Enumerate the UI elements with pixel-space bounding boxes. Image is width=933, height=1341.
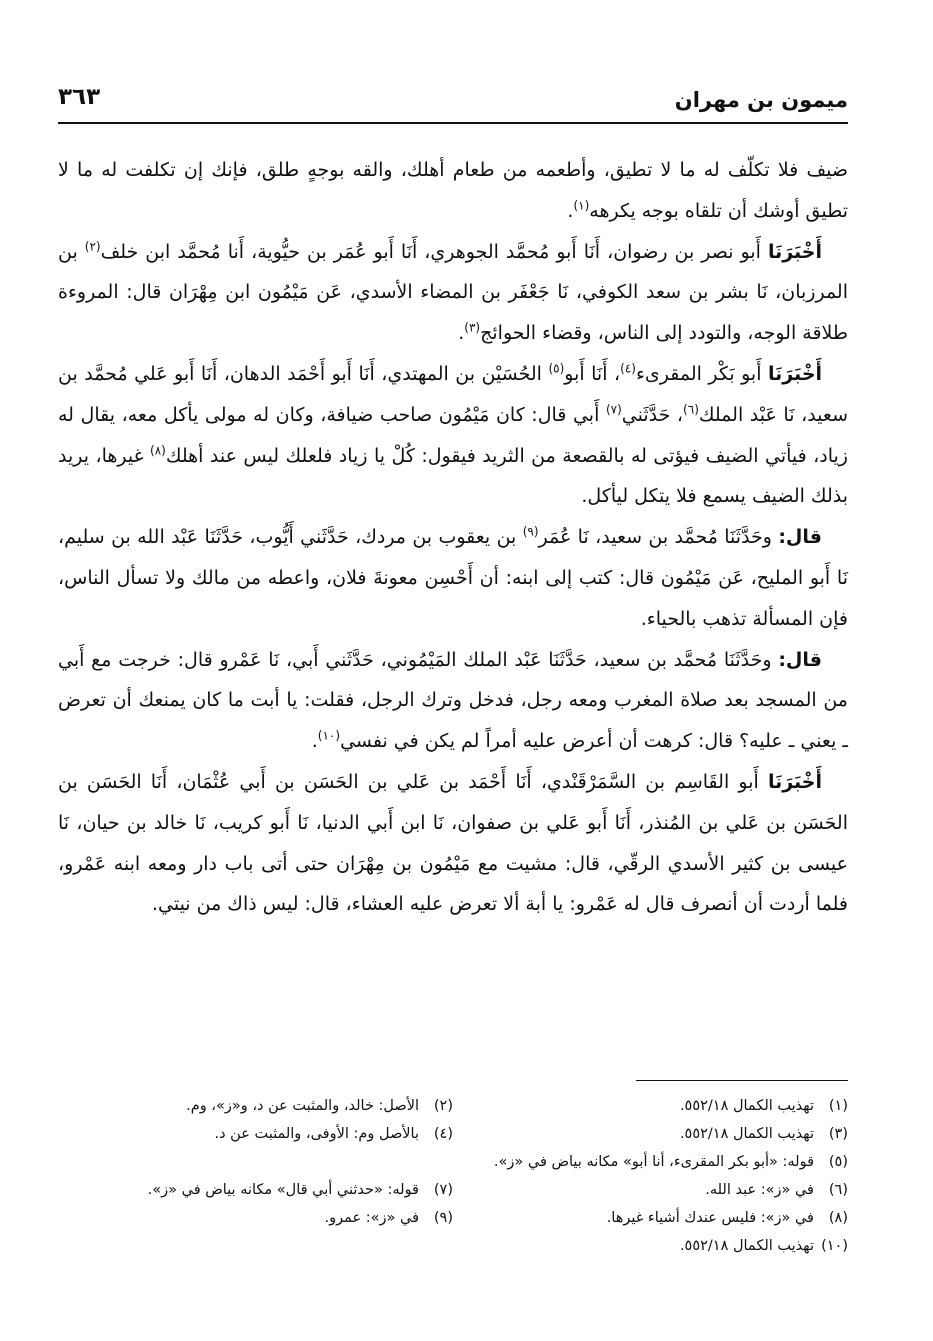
footnote-marker: (٧): [605, 402, 622, 417]
text-run: أَبو بَكْر المقرىء: [635, 362, 768, 385]
paragraph: [58, 150, 848, 232]
footnote-text: تهذيب الكمال ٥٥٢/١٨.: [679, 1126, 814, 1142]
footnote-10: [58, 1232, 848, 1260]
text-run: ، حَدَّثَني: [621, 403, 684, 426]
footnote-number: (٨): [828, 1210, 848, 1226]
narration-keyword: قال:: [778, 648, 822, 671]
footnote-number: (٥): [828, 1154, 848, 1170]
narration-keyword: أَخْبَرَنَا: [767, 770, 822, 793]
footnote-separator: [636, 1080, 848, 1081]
footnote-text: في «ز»: عمرو.: [324, 1210, 419, 1226]
footnote-row: [58, 1092, 848, 1120]
footnote-7: [58, 1176, 453, 1204]
footnote-marker: (١): [573, 198, 590, 213]
footnote-marker: (٣): [464, 320, 481, 335]
footnote-marker: (١٠): [317, 728, 341, 743]
footnote-text: بالأصل وم: الأوفى، والمثبت عن د.: [214, 1126, 419, 1142]
footnote-8: [453, 1204, 848, 1232]
footnote-row: [58, 1120, 848, 1148]
footnote-marker: (٤): [620, 361, 636, 376]
text-run: أَبو القَاسِم بن السَّمَرْقَنْدي، أَنَا أَحْمَد بن عَلي بن الحَسَن بن أَبي عُثْمَان، أَنَا الحَسَن بن الحَسَن بن عَلي بن المُنذر، أَنَا أَبو عَلي بن صفوان، نَا ابن أَبي الدنيا، نَا أَبو كريب، نَا خالد بن حيان، نَا عيسى بن كثير الأسدي الرقّي، قال: مشيت مع مَيْمُون بن مِهْرَان حتى أتى باب دار ومعه ابنه عَمْرو، فلما أردت أن أنصرف قال له عَمْرو: يا أبة ألا تعرض عليه العشاء، قال: ليس ذاك من نيتي.: [58, 770, 848, 916]
text-run: بن المرزبان، نَا بشر بن سعد الكوفي، نَا جَعْفَر بن المضاء الأسدي، عَن مَيْمُون ابن مِهْرَان قال: المروءة طلاقة الوجه، والتودد إلى الناس، وقضاء الحوائج: [58, 240, 848, 345]
paragraph: [58, 762, 848, 925]
header-rule: [58, 122, 848, 124]
footnote-number: (٩): [433, 1210, 453, 1226]
paragraph: [58, 640, 848, 762]
footnote-marker: (٨): [150, 443, 166, 458]
footnote-4: [58, 1120, 453, 1148]
text-run: وحَدَّثَنَا مُحمَّد بن سعيد، حَدَّثَنَا عَبْد الملك المَيْمُوني، حَدَّثَني أَبي، نَا عَمْرو قال: خرجت مع أَبي من المسجد بعد صلاة المغرب ومعه رجل، فدخل وترك الرجل، فقلت: يا أبت ما كان يمنعك أن تعرض ـ يعني ـ عليه؟ قال: كرهت أن أعرض عليه أمراً لم يكن في نفسي: [58, 648, 848, 753]
footnote-text: تهذيب الكمال ٥٥٢/١٨.: [679, 1238, 814, 1254]
text-run: وحَدَّثَنَا مُحمَّد بن سعيد، نَا عُمَر: [538, 526, 779, 549]
footnote-9: [58, 1204, 453, 1232]
footnote-marker: (٩): [522, 524, 539, 539]
footnote-text: الأصل: خالد، والمثبت عن د، و«ز»، وم.: [186, 1098, 419, 1114]
footnote-text: قوله: «حدثني أبي قال» مكانه بياض في «ز».: [147, 1182, 419, 1198]
running-title: ميمون بن مهران: [674, 88, 848, 112]
page-number: ٣٦٣: [58, 84, 101, 110]
text-run: ، أَنَا أَبو: [564, 362, 621, 385]
footnote-number: (٦): [828, 1182, 848, 1198]
paragraph: [58, 354, 848, 517]
footnote-marker: (٢): [84, 239, 101, 254]
main-text: [58, 150, 848, 925]
text-run: الحُسَيْن بن المهتدي، أَنَا أَبو أَحْمَد الدهان، أَنَا أَبو عَلي مُحمَّد بن سعيد، نَا عَبْد الملك: [58, 362, 848, 426]
footnote-5: [58, 1148, 848, 1176]
footnote-marker: (٥): [548, 361, 565, 376]
narration-keyword: قال:: [778, 526, 822, 549]
footnote-number: (٤): [433, 1126, 453, 1142]
text-run: .: [311, 730, 318, 753]
footnote-text: تهذيب الكمال ٥٥٢/١٨.: [679, 1098, 814, 1114]
footnotes: [58, 1092, 848, 1260]
footnote-text: في «ز»: فليس عندك أشياء غيرها.: [606, 1210, 814, 1226]
footnote-3: [453, 1120, 848, 1148]
footnote-row: [58, 1176, 848, 1204]
footnote-row: [58, 1232, 848, 1260]
footnote-text: في «ز»: عبد الله.: [705, 1182, 814, 1198]
footnote-2: [58, 1092, 453, 1120]
text-run: أَبو نصر بن رضوان، أَنَا أَبو مُحمَّد الجوهري، أَنَا أَبو عُمَر بن حيُّوية، أَنا مُحمَّد ابن خلف: [100, 240, 768, 263]
footnote-row: [58, 1148, 848, 1176]
paragraph: [58, 232, 848, 354]
text-run: .: [567, 199, 574, 222]
page-header: [58, 82, 848, 122]
text-run: بن يعقوب بن مردك، حَدَّثَني أَيُّوب، حَدَّثَنَا عَبْد الله بن سليم، نَا أَبو المليح، عَن مَيْمُون قال: كتب إلى ابنه: أن أَحْسِن معونةَ فلان، واعطه من مالك ولا تسأل الناس، فإن المسألة تذهب بالحياء.: [58, 526, 848, 630]
footnote-number: (١٠): [821, 1238, 848, 1254]
footnote-row: [58, 1204, 848, 1232]
narration-keyword: أَخْبَرَنَا: [767, 240, 822, 263]
paragraph: [58, 517, 848, 639]
footnote-text: قوله: «أبو بكر المقرىء، أنا أبو» مكانه بياض في «ز».: [493, 1154, 814, 1170]
footnote-marker: (٦): [683, 402, 699, 417]
footnote-number: (٢): [433, 1098, 453, 1114]
footnote-6: [453, 1176, 848, 1204]
text-run: ضيف فلا تكلّف له ما لا تطيق، وأطعمه من طعام أهلك، والقه بوجهٍ طلق، فإنك إن تكلفت له ما لا تطيق أوشك أن تلقاه بوجه يكرهه: [58, 159, 848, 222]
text-run: .: [458, 322, 465, 345]
footnote-number: (٣): [828, 1126, 848, 1142]
text-run: غيرها، يريد بذلك الضيف يسمع فلا يتكل ليأكل.: [58, 444, 848, 508]
narration-keyword: أَخْبَرَنَا: [767, 362, 823, 385]
footnote-1: [453, 1092, 848, 1120]
footnote-number: (٧): [433, 1182, 453, 1198]
footnote-number: (١): [828, 1098, 848, 1114]
text-run: أَبي قال: كان مَيْمُون صاحب ضيافة، وكان له مولى يأكل معه، يقال له زياد، فيأتي الضيف فيؤتى له بالقصعة من الثريد فيقول: كُلْ يا زياد فلعلك ليس عند أهلك: [58, 403, 848, 467]
